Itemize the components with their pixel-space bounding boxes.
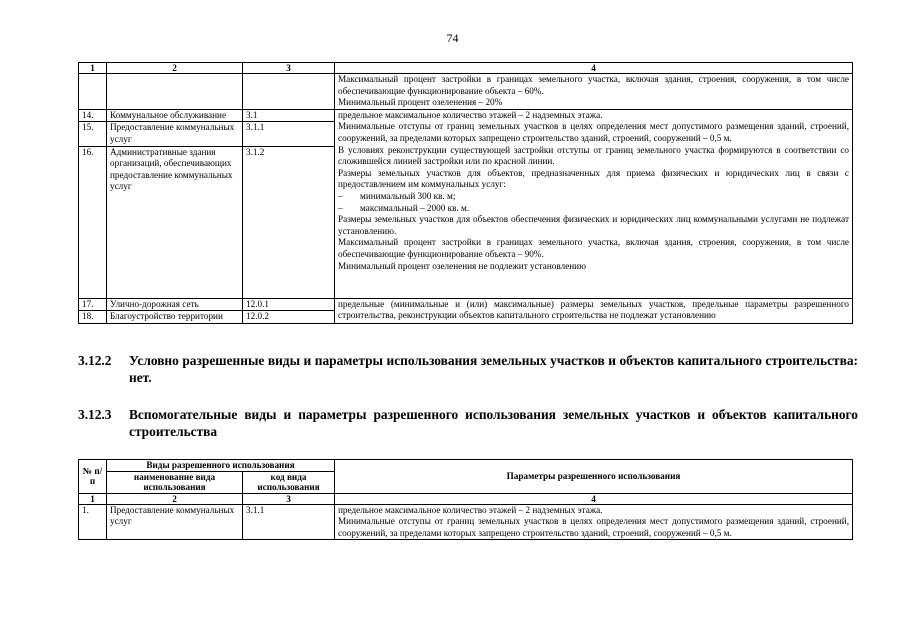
use-code: 3.1.2	[243, 146, 335, 298]
use-code: 12.0.2	[243, 311, 335, 324]
param-text: Минимальные отступы от границ земельных участков в целях определения мест допустимого размещения зданий, строений, сооружений, за пределами которых запрещено строительство зданий, строений, сооружений – 0,5 м.	[338, 121, 849, 143]
use-code: 12.0.1	[243, 298, 335, 311]
table-header-row	[79, 460, 853, 472]
section-heading-conditional	[78, 352, 858, 386]
table-header-row	[79, 63, 853, 74]
header-cell: 4	[335, 63, 853, 74]
dash: –	[338, 202, 343, 213]
param-text: В условиях реконструкции существующей застройки отступы от границ земельного участка формируются в соответствии со сложившейся линией застройки или по красной линии.	[338, 144, 849, 167]
section-heading-auxiliary	[78, 406, 858, 440]
use-code: 3.1.1	[243, 122, 335, 146]
use-name: Административные здания организаций, обеспечивающих предоставление коммунальных услуг	[107, 146, 243, 298]
row-number: 1.	[79, 504, 107, 540]
list-item: – минимальный 300 кв. м;	[338, 190, 456, 201]
section-number: 3.12.2	[78, 353, 112, 368]
param-text: Минимальный процент озеленения – 20%	[338, 97, 503, 108]
param-text: Минимальный процент озеленения не подлежит установлению	[338, 260, 586, 271]
header-cell: 3	[243, 63, 335, 74]
param-text: предельное максимальное количество этажей – 2 надземных этажа.	[338, 504, 603, 515]
col-group-header: Виды разрешенного использования	[107, 460, 335, 472]
use-code: 3.1	[243, 109, 335, 122]
param-text: Размеры земельных участков для объектов обеспечения физических и юридических лиц коммунальными услугами не подлежат установлению.	[338, 214, 849, 236]
param-text: Минимальные отступы от границ земельных участков в целях определения мест допустимого размещения зданий, строений, сооружений, за пределами которых запрещено строительство зданий, строений, сооружений – 0,5 м.	[338, 516, 849, 538]
header-cell: 1	[79, 63, 107, 74]
page-number: 74	[446, 31, 459, 45]
table-header-row	[79, 493, 853, 504]
header-cell: 2	[107, 63, 243, 74]
auxiliary-uses-table	[78, 459, 853, 540]
use-code: 3.1.1	[243, 504, 335, 540]
param-text: Размеры земельных участков для объектов, предназначенных для приема физических и юридических лиц в связи с предоставлением им коммунальных услуг:	[338, 167, 849, 190]
param-text: Максимальный процент застройки в границах земельного участка, включая здания, строения, сооружения, в том числе обеспечивающие функционирование объекта – 90%.	[338, 237, 849, 259]
section-title: Условно разрешенные виды и параметры использования земельных участков и объектов капитального строительства: нет.	[129, 353, 858, 385]
list-item: – максимальный – 2000 кв. м.	[338, 202, 470, 213]
permitted-uses-table	[78, 62, 853, 324]
col-number-header: № п/п	[79, 460, 107, 494]
col-name-header: наименование вида использования	[107, 471, 243, 493]
section-title: Вспомогательные виды и параметры разрешенного использования земельных участков и объектов капитального строительства	[129, 407, 858, 439]
section-number: 3.12.3	[78, 407, 112, 422]
col-code-header: код вида использования	[243, 471, 335, 493]
params-cell: предельные (минимальные и (или) максимальные) размеры земельных участков, предельные параметры разрешенного строительства, реконструкции объектов капитального строительства не подлежат установлению	[335, 298, 853, 323]
row-number: 15.	[79, 122, 107, 146]
row-number: 18.	[79, 311, 107, 324]
row-number: 14.	[79, 109, 107, 122]
use-name: Предоставление коммунальных услуг	[107, 504, 243, 540]
row-number: 17.	[79, 298, 107, 311]
header-cell: 2	[107, 493, 243, 504]
header-cell: 3	[243, 493, 335, 504]
use-name: Коммунальное обслуживание	[107, 109, 243, 122]
params-cell	[335, 109, 853, 298]
row-number: 16.	[79, 146, 107, 298]
use-name: Улично-дорожная сеть	[107, 298, 243, 311]
header-cell: 4	[335, 493, 853, 504]
use-name: Предоставление коммунальных услуг	[107, 122, 243, 146]
param-text: предельное максимальное количество этажей – 2 надземных этажа.	[338, 109, 603, 120]
table-row	[79, 504, 853, 540]
use-name: Благоустройство территории	[107, 311, 243, 324]
header-cell: 1	[79, 493, 107, 504]
dash: –	[338, 190, 343, 201]
param-text: Максимальный процент застройки в границах земельного участка, включая здания, строения, сооружения, в том числе обеспечивающие функционирование объекта – 60%.	[338, 74, 849, 96]
table-row	[79, 109, 853, 122]
table-row	[79, 74, 853, 110]
table-row	[79, 298, 853, 311]
params-cell	[335, 74, 853, 110]
col-params-header: Параметры разрешенного использования	[335, 460, 853, 494]
params-cell	[335, 504, 853, 540]
